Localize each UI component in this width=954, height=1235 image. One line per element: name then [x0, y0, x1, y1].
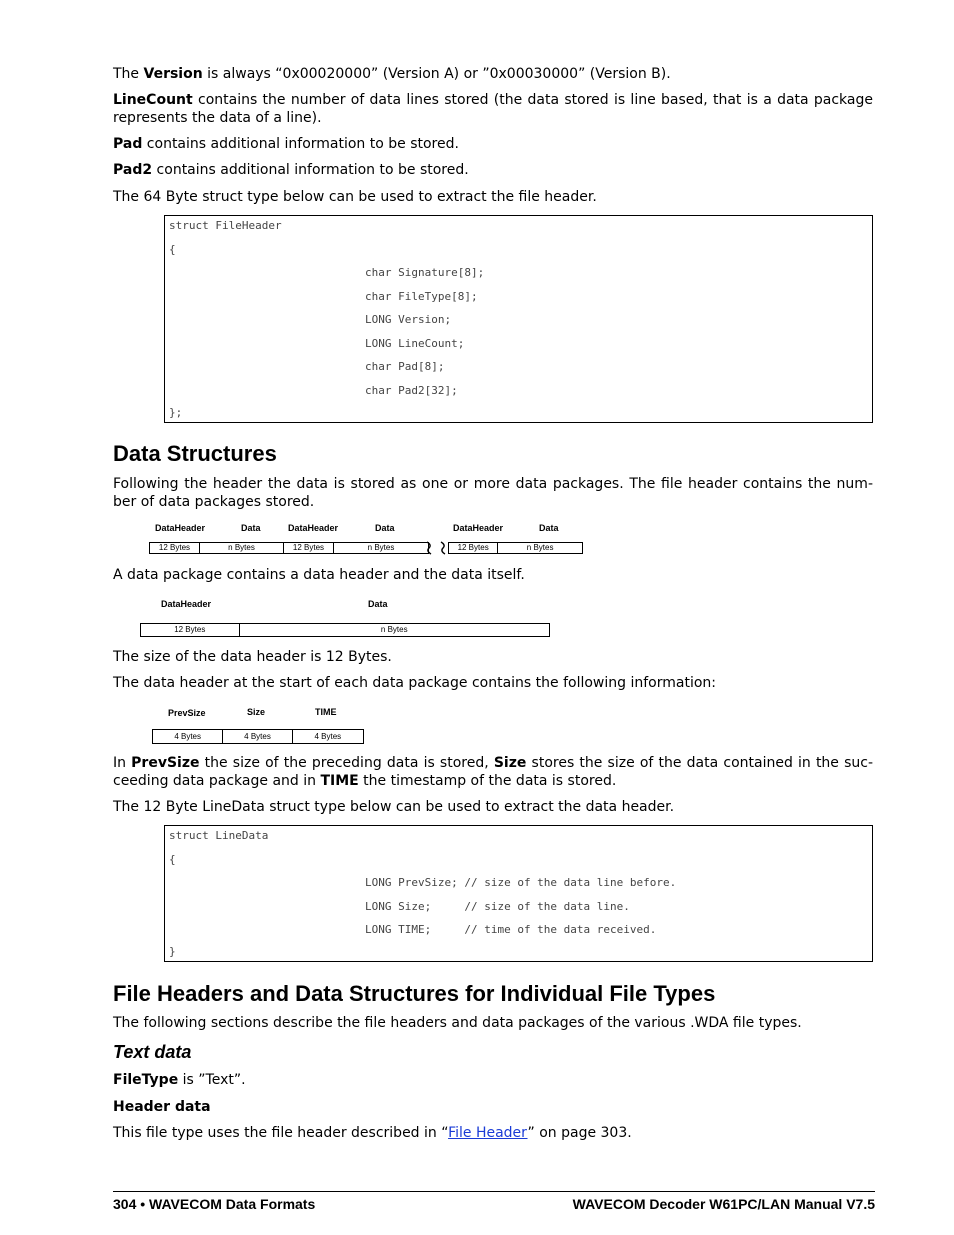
diagram-label: Data	[241, 523, 261, 533]
paragraph-filetype	[113, 1072, 873, 1090]
code-line: char Pad[8];	[365, 360, 445, 373]
diagram-label: Data	[539, 523, 559, 533]
code-line: LONG LineCount;	[365, 337, 465, 350]
diagram-cell: 12 Bytes	[141, 624, 240, 636]
diagram-cell: n Bytes	[526, 543, 554, 552]
diagram-cell: 4 Bytes	[223, 730, 292, 743]
term-size: Size	[493, 755, 527, 771]
text: In	[113, 755, 132, 771]
diagram-cell: 12 Bytes	[284, 543, 334, 553]
diagram-label: DataHeader	[155, 523, 206, 533]
text: This file type uses the file header described in “	[113, 1125, 449, 1141]
diagram-label: Data	[375, 523, 395, 533]
code-line: }	[169, 945, 176, 958]
section-heading-data-structures: Data Structures	[113, 441, 277, 466]
text: ” on page 303.	[527, 1125, 632, 1141]
code-line: struct FileHeader	[169, 219, 282, 232]
subheading-header-data: Header data	[113, 1099, 211, 1115]
diagram-cell: 12 Bytes	[449, 543, 498, 553]
code-line: {	[169, 243, 176, 256]
paragraph-struct-intro: The 64 Byte struct type below can be used to extract the file header.	[113, 189, 597, 205]
text: stores the size of the data contained in the suc-ceeding data package and in	[113, 755, 873, 789]
paragraph-uses	[113, 1125, 873, 1143]
diagram-cell: n Bytes	[367, 543, 395, 552]
diagram-cell: n Bytes	[200, 543, 284, 553]
diagram-label: Data	[368, 599, 388, 609]
diagram-cell: 4 Bytes	[153, 730, 223, 743]
diagram-row	[149, 542, 429, 554]
code-block-fileheader	[164, 215, 873, 423]
file-header-link[interactable]: File Header	[448, 1125, 528, 1141]
text: contains the number of data lines stored (the data stored is line based, that is a data package represents the data of a line).	[113, 92, 873, 126]
term-linecount: LineCount	[113, 92, 193, 108]
diagram-row	[140, 623, 550, 637]
term-pad2: Pad2	[113, 162, 153, 178]
diagram-label: DataHeader	[288, 523, 339, 533]
text: is ”Text”.	[178, 1072, 246, 1088]
code-line: LONG Size; // size of the data line.	[365, 900, 630, 913]
term-pad: Pad	[113, 136, 143, 152]
paragraph-linedata-intro: The 12 Byte LineData struct type below can be used to extract the data header.	[113, 799, 675, 815]
diagram-label: Size	[247, 707, 266, 717]
code-line: struct LineData	[169, 829, 269, 842]
paragraph-linecount	[113, 92, 873, 127]
diagram-label: TIME	[315, 707, 337, 717]
diagram-label: DataHeader	[161, 599, 212, 609]
footer-divider	[113, 1191, 875, 1192]
text: contains additional information to be stored.	[152, 162, 469, 178]
code-line: char Pad2[32];	[365, 384, 458, 397]
paragraph-prevsize	[113, 755, 873, 790]
subsection-heading-text-data: Text data	[113, 1042, 192, 1062]
paragraph-following: Following the header the data is stored as one or more data packages. The file header contains the num-ber of data packages stored.	[113, 476, 873, 510]
paragraph-pad	[113, 136, 873, 154]
footer-manual-title: WAVECOM Decoder W61PC/LAN Manual V7.5	[572, 1196, 875, 1212]
break-symbol-icon	[424, 540, 450, 556]
text: is always “0x00020000” (Version A) or ”0x00030000” (Version B).	[202, 66, 671, 82]
diagram-cell: n Bytes	[380, 625, 408, 634]
paragraph-version	[113, 66, 873, 84]
diagram-row	[448, 542, 583, 554]
term-version: Version	[143, 66, 203, 82]
diagram-label: PrevSize	[168, 708, 206, 718]
text: the size of the preceding data is stored,	[199, 755, 494, 771]
diagram-label: DataHeader	[453, 523, 504, 533]
code-line: };	[169, 406, 183, 419]
code-block-linedata	[164, 825, 873, 962]
code-line: char Signature[8];	[365, 266, 485, 279]
paragraph-package: A data package contains a data header and the data itself.	[113, 567, 525, 583]
term-filetype: FileType	[113, 1072, 179, 1088]
code-line: LONG Version;	[365, 313, 452, 326]
paragraph-pad2	[113, 162, 873, 180]
paragraph-size: The size of the data header is 12 Bytes.	[113, 649, 392, 665]
section-heading-file-headers: File Headers and Data Structures for Individual File Types	[113, 981, 716, 1006]
text: contains additional information to be stored.	[142, 136, 459, 152]
diagram-cell: 4 Bytes	[314, 732, 342, 741]
diagram-cell: 12 Bytes	[150, 543, 200, 553]
term-prevsize: PrevSize	[131, 755, 200, 771]
diagram-row	[152, 729, 364, 744]
code-line: LONG TIME; // time of the data received.	[365, 923, 657, 936]
footer-page-section: 304 • WAVECOM Data Formats	[113, 1196, 316, 1212]
text: the timestamp of the data is stored.	[358, 772, 617, 789]
paragraph-sections: The following sections describe the file headers and data packages of the various .WDA file types.	[113, 1015, 802, 1031]
code-line: char FileType[8];	[365, 290, 478, 303]
paragraph-info: The data header at the start of each data package contains the following information:	[113, 675, 716, 691]
code-line: LONG PrevSize; // size of the data line before.	[365, 876, 677, 889]
term-time: TIME	[320, 772, 359, 789]
text: The	[113, 66, 144, 82]
code-line: {	[169, 853, 176, 866]
